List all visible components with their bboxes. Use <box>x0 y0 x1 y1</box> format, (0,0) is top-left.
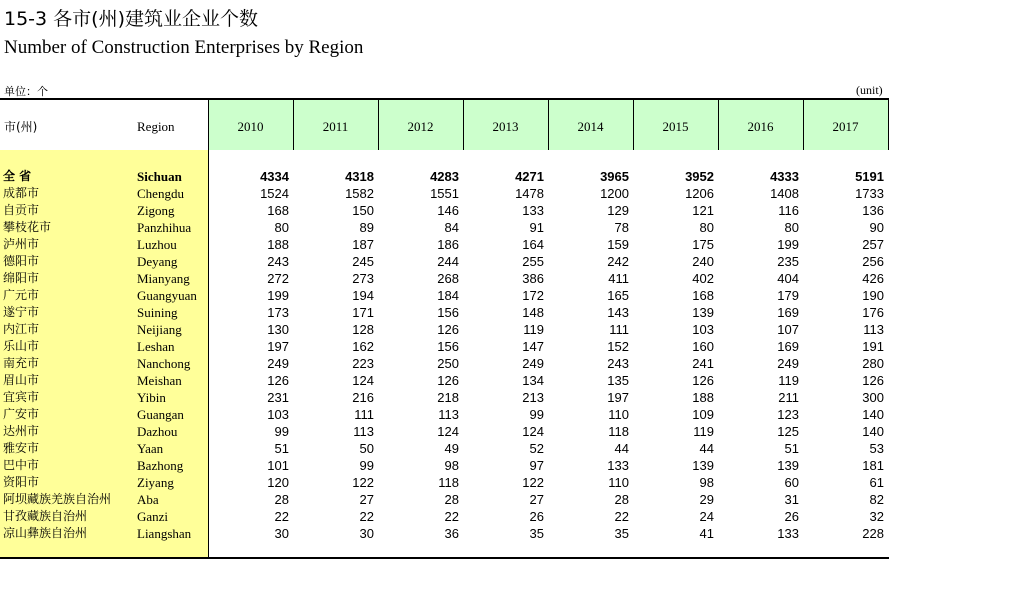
value-cell: 84 <box>444 220 459 235</box>
value-cell: 188 <box>692 390 714 405</box>
value-cell: 159 <box>607 237 629 252</box>
value-cell: 190 <box>862 288 884 303</box>
value-cell: 113 <box>438 407 459 422</box>
region-name-chinese: 泸州市 <box>3 237 40 251</box>
value-cell: 300 <box>862 390 884 405</box>
value-cell: 188 <box>267 237 289 252</box>
region-name-english: Nanchong <box>137 356 191 371</box>
value-cell: 26 <box>529 509 544 524</box>
value-cell: 22 <box>444 509 459 524</box>
value-cell: 244 <box>437 254 459 269</box>
value-cell: 103 <box>692 322 714 337</box>
value-cell: 133 <box>777 526 799 541</box>
table-row <box>0 253 889 270</box>
value-cell: 211 <box>778 390 799 405</box>
value-cell: 140 <box>862 407 884 422</box>
value-cell: 123 <box>777 407 799 422</box>
value-cell: 1408 <box>770 186 799 201</box>
table-row <box>0 474 889 491</box>
value-cell: 31 <box>784 492 799 507</box>
value-cell: 156 <box>437 339 459 354</box>
value-cell: 1524 <box>260 186 289 201</box>
table-bottom-rule <box>0 557 889 559</box>
region-name-chinese: 广安市 <box>3 407 40 421</box>
value-cell: 199 <box>777 237 799 252</box>
header-year: 2013 <box>492 119 519 134</box>
table-row <box>0 389 889 406</box>
value-cell: 26 <box>784 509 799 524</box>
value-cell: 197 <box>607 390 629 405</box>
value-cell: 129 <box>607 203 629 218</box>
value-cell: 91 <box>529 220 544 235</box>
table-row <box>0 338 889 355</box>
value-cell: 148 <box>522 305 544 320</box>
value-cell: 146 <box>437 203 459 218</box>
value-cell: 4333 <box>770 169 799 184</box>
value-cell: 249 <box>267 356 289 371</box>
value-cell: 139 <box>692 305 714 320</box>
table-row <box>0 219 889 236</box>
region-name-english: Ziyang <box>137 475 174 490</box>
region-name-chinese: 甘孜藏族自治州 <box>3 509 88 523</box>
value-cell: 169 <box>777 339 799 354</box>
region-name-chinese: 达州市 <box>3 424 40 438</box>
value-cell: 113 <box>863 322 884 337</box>
region-name-chinese: 内江市 <box>3 322 40 336</box>
header-region-english: Region <box>137 119 175 134</box>
region-name-english: Suining <box>137 305 178 320</box>
value-cell: 80 <box>784 220 799 235</box>
value-cell: 172 <box>522 288 544 303</box>
value-cell: 126 <box>692 373 714 388</box>
value-cell: 255 <box>522 254 544 269</box>
region-name-chinese: 全 省 <box>3 169 32 183</box>
table-row <box>0 423 889 440</box>
region-name-english: Panzhihua <box>137 220 192 235</box>
region-name-chinese: 凉山彝族自治州 <box>3 526 88 540</box>
value-cell: 240 <box>692 254 714 269</box>
value-cell: 194 <box>352 288 374 303</box>
value-cell: 4334 <box>260 169 289 184</box>
value-cell: 130 <box>267 322 289 337</box>
region-name-chinese: 资阳市 <box>3 475 40 489</box>
value-cell: 250 <box>437 356 459 371</box>
value-cell: 53 <box>869 441 884 456</box>
value-cell: 120 <box>267 475 289 490</box>
value-cell: 133 <box>607 458 629 473</box>
header-year: 2010 <box>237 119 264 134</box>
region-name-english: Zigong <box>137 203 175 218</box>
unit-label-chinese: 单位：个 <box>4 85 48 98</box>
value-cell: 36 <box>444 526 459 541</box>
value-cell: 133 <box>522 203 544 218</box>
value-cell: 97 <box>529 458 544 473</box>
value-cell: 44 <box>614 441 629 456</box>
value-cell: 107 <box>777 322 799 337</box>
value-cell: 99 <box>274 424 289 439</box>
value-cell: 171 <box>352 305 374 320</box>
value-cell: 30 <box>274 526 289 541</box>
value-cell: 28 <box>444 492 459 507</box>
value-cell: 249 <box>777 356 799 371</box>
value-cell: 135 <box>607 373 629 388</box>
value-cell: 4271 <box>515 169 544 184</box>
value-cell: 30 <box>359 526 374 541</box>
value-cell: 164 <box>522 237 544 252</box>
value-cell: 128 <box>352 322 374 337</box>
region-name-english: Sichuan <box>137 169 182 184</box>
value-cell: 28 <box>614 492 629 507</box>
value-cell: 150 <box>352 203 374 218</box>
header-year: 2012 <box>407 119 434 134</box>
value-cell: 223 <box>352 356 374 371</box>
value-cell: 426 <box>862 271 884 286</box>
value-cell: 184 <box>437 288 459 303</box>
table-row <box>0 508 889 525</box>
region-name-english: Deyang <box>137 254 178 269</box>
value-cell: 28 <box>274 492 289 507</box>
value-cell: 51 <box>784 441 799 456</box>
value-cell: 22 <box>359 509 374 524</box>
table-row <box>0 406 889 423</box>
unit-label-english: (unit) <box>856 83 883 97</box>
value-cell: 116 <box>778 203 799 218</box>
header-year: 2015 <box>662 119 689 134</box>
value-cell: 124 <box>352 373 374 388</box>
value-cell: 113 <box>353 424 374 439</box>
table-row <box>0 185 889 202</box>
value-cell: 235 <box>777 254 799 269</box>
value-cell: 111 <box>609 322 629 337</box>
value-cell: 22 <box>274 509 289 524</box>
region-name-english: Liangshan <box>137 526 192 541</box>
value-cell: 1200 <box>600 186 629 201</box>
value-cell: 228 <box>862 526 884 541</box>
value-cell: 44 <box>699 441 714 456</box>
value-cell: 124 <box>522 424 544 439</box>
value-cell: 245 <box>352 254 374 269</box>
value-cell: 119 <box>693 424 714 439</box>
value-cell: 51 <box>274 441 289 456</box>
region-name-chinese: 绵阳市 <box>3 271 40 285</box>
value-cell: 1582 <box>345 186 374 201</box>
region-name-chinese: 德阳市 <box>3 254 40 268</box>
value-cell: 109 <box>692 407 714 422</box>
value-cell: 152 <box>607 339 629 354</box>
region-name-english: Yaan <box>137 441 164 456</box>
value-cell: 3965 <box>600 169 629 184</box>
value-cell: 41 <box>699 526 714 541</box>
region-name-english: Meishan <box>137 373 182 388</box>
value-cell: 124 <box>437 424 459 439</box>
value-cell: 118 <box>438 475 459 490</box>
value-cell: 168 <box>692 288 714 303</box>
table-row <box>0 270 889 287</box>
value-cell: 197 <box>267 339 289 354</box>
header-year: 2014 <box>577 119 604 134</box>
value-cell: 61 <box>869 475 884 490</box>
region-name-chinese: 成都市 <box>3 186 40 200</box>
region-name-english: Dazhou <box>137 424 178 439</box>
region-name-chinese: 眉山市 <box>3 373 40 387</box>
value-cell: 218 <box>437 390 459 405</box>
value-cell: 27 <box>359 492 374 507</box>
value-cell: 187 <box>352 237 374 252</box>
region-name-chinese: 攀枝花市 <box>3 220 52 234</box>
region-name-english: Yibin <box>137 390 166 405</box>
value-cell: 411 <box>608 271 629 286</box>
region-name-chinese: 乐山市 <box>3 339 40 353</box>
value-cell: 126 <box>862 373 884 388</box>
value-cell: 126 <box>437 322 459 337</box>
value-cell: 125 <box>777 424 799 439</box>
value-cell: 280 <box>862 356 884 371</box>
value-cell: 82 <box>869 492 884 507</box>
column-divider <box>888 100 889 150</box>
value-cell: 4318 <box>345 169 374 184</box>
table-row <box>0 372 889 389</box>
value-cell: 22 <box>614 509 629 524</box>
value-cell: 134 <box>522 373 544 388</box>
header-year: 2017 <box>832 119 859 134</box>
value-cell: 213 <box>522 390 544 405</box>
value-cell: 121 <box>692 203 714 218</box>
value-cell: 27 <box>529 492 544 507</box>
value-cell: 98 <box>444 458 459 473</box>
value-cell: 50 <box>359 441 374 456</box>
table-row <box>0 491 889 508</box>
value-cell: 199 <box>267 288 289 303</box>
value-cell: 140 <box>862 424 884 439</box>
table-row <box>0 355 889 372</box>
value-cell: 241 <box>692 356 714 371</box>
value-cell: 103 <box>267 407 289 422</box>
region-name-chinese: 自贡市 <box>3 203 40 217</box>
header-region-chinese: 市(州) <box>4 120 38 134</box>
value-cell: 169 <box>777 305 799 320</box>
region-name-english: Bazhong <box>137 458 184 473</box>
region-name-chinese: 遂宁市 <box>3 305 40 319</box>
value-cell: 139 <box>777 458 799 473</box>
value-cell: 98 <box>699 475 714 490</box>
value-cell: 273 <box>352 271 374 286</box>
value-cell: 78 <box>614 220 629 235</box>
value-cell: 256 <box>862 254 884 269</box>
value-cell: 122 <box>352 475 374 490</box>
value-cell: 32 <box>869 509 884 524</box>
table-row <box>0 202 889 219</box>
region-name-english: Leshan <box>137 339 175 354</box>
value-cell: 175 <box>692 237 714 252</box>
value-cell: 176 <box>862 305 884 320</box>
value-cell: 165 <box>607 288 629 303</box>
region-name-english: Ganzi <box>137 509 169 524</box>
value-cell: 243 <box>267 254 289 269</box>
region-name-chinese: 宜宾市 <box>3 390 40 404</box>
region-name-english: Mianyang <box>137 271 190 286</box>
value-cell: 35 <box>614 526 629 541</box>
value-cell: 89 <box>359 220 374 235</box>
region-name-chinese: 巴中市 <box>3 458 40 472</box>
value-cell: 186 <box>437 237 459 252</box>
header-year: 2011 <box>322 119 349 134</box>
value-cell: 24 <box>699 509 714 524</box>
value-cell: 122 <box>522 475 544 490</box>
region-name-chinese: 广元市 <box>3 288 40 302</box>
page-title-english: Number of Construction Enterprises by Region <box>4 37 364 58</box>
value-cell: 268 <box>437 271 459 286</box>
region-name-english: Aba <box>137 492 159 507</box>
value-cell: 386 <box>522 271 544 286</box>
value-cell: 181 <box>862 458 884 473</box>
value-cell: 168 <box>267 203 289 218</box>
value-cell: 404 <box>777 271 799 286</box>
value-cell: 160 <box>692 339 714 354</box>
value-cell: 162 <box>352 339 374 354</box>
value-cell: 242 <box>607 254 629 269</box>
value-cell: 5191 <box>855 169 884 184</box>
value-cell: 231 <box>267 390 289 405</box>
region-name-chinese: 南充市 <box>3 356 40 370</box>
table-row <box>0 236 889 253</box>
value-cell: 136 <box>862 203 884 218</box>
value-cell: 126 <box>437 373 459 388</box>
page-title-chinese: 15-3 各市(州)建筑业企业个数 <box>4 8 258 30</box>
value-cell: 143 <box>607 305 629 320</box>
value-cell: 1478 <box>515 186 544 201</box>
value-cell: 35 <box>529 526 544 541</box>
value-cell: 173 <box>267 305 289 320</box>
value-cell: 4283 <box>430 169 459 184</box>
region-name-english: Guangyuan <box>137 288 197 303</box>
value-cell: 126 <box>267 373 289 388</box>
value-cell: 119 <box>523 322 544 337</box>
value-cell: 1733 <box>855 186 884 201</box>
value-cell: 80 <box>699 220 714 235</box>
value-cell: 179 <box>777 288 799 303</box>
value-cell: 1206 <box>685 186 714 201</box>
header-top-rule <box>0 98 889 100</box>
value-cell: 243 <box>607 356 629 371</box>
table-row <box>0 304 889 321</box>
value-cell: 49 <box>444 441 459 456</box>
value-cell: 249 <box>522 356 544 371</box>
table-row <box>0 525 889 542</box>
region-name-english: Neijiang <box>137 322 182 337</box>
value-cell: 3952 <box>685 169 714 184</box>
value-cell: 52 <box>529 441 544 456</box>
value-cell: 119 <box>778 373 799 388</box>
table-row <box>0 287 889 304</box>
value-cell: 402 <box>692 271 714 286</box>
table-row <box>0 440 889 457</box>
value-cell: 216 <box>352 390 374 405</box>
region-name-chinese: 雅安市 <box>3 441 40 455</box>
value-cell: 110 <box>608 475 629 490</box>
value-cell: 60 <box>784 475 799 490</box>
table-row <box>0 457 889 474</box>
region-name-english: Guangan <box>137 407 184 422</box>
value-cell: 147 <box>522 339 544 354</box>
value-cell: 111 <box>354 407 374 422</box>
value-cell: 156 <box>437 305 459 320</box>
value-cell: 1551 <box>430 186 459 201</box>
value-cell: 139 <box>692 458 714 473</box>
region-name-english: Luzhou <box>137 237 177 252</box>
table-row-total <box>0 168 889 185</box>
region-name-english: Chengdu <box>137 186 184 201</box>
value-cell: 80 <box>274 220 289 235</box>
value-cell: 110 <box>608 407 629 422</box>
value-cell: 257 <box>862 237 884 252</box>
header-year: 2016 <box>747 119 774 134</box>
table-row <box>0 321 889 338</box>
value-cell: 272 <box>267 271 289 286</box>
value-cell: 191 <box>862 339 884 354</box>
value-cell: 99 <box>359 458 374 473</box>
value-cell: 118 <box>608 424 629 439</box>
value-cell: 90 <box>869 220 884 235</box>
value-cell: 29 <box>699 492 714 507</box>
value-cell: 101 <box>267 458 289 473</box>
region-name-chinese: 阿坝藏族羌族自治州 <box>3 492 112 506</box>
value-cell: 99 <box>529 407 544 422</box>
